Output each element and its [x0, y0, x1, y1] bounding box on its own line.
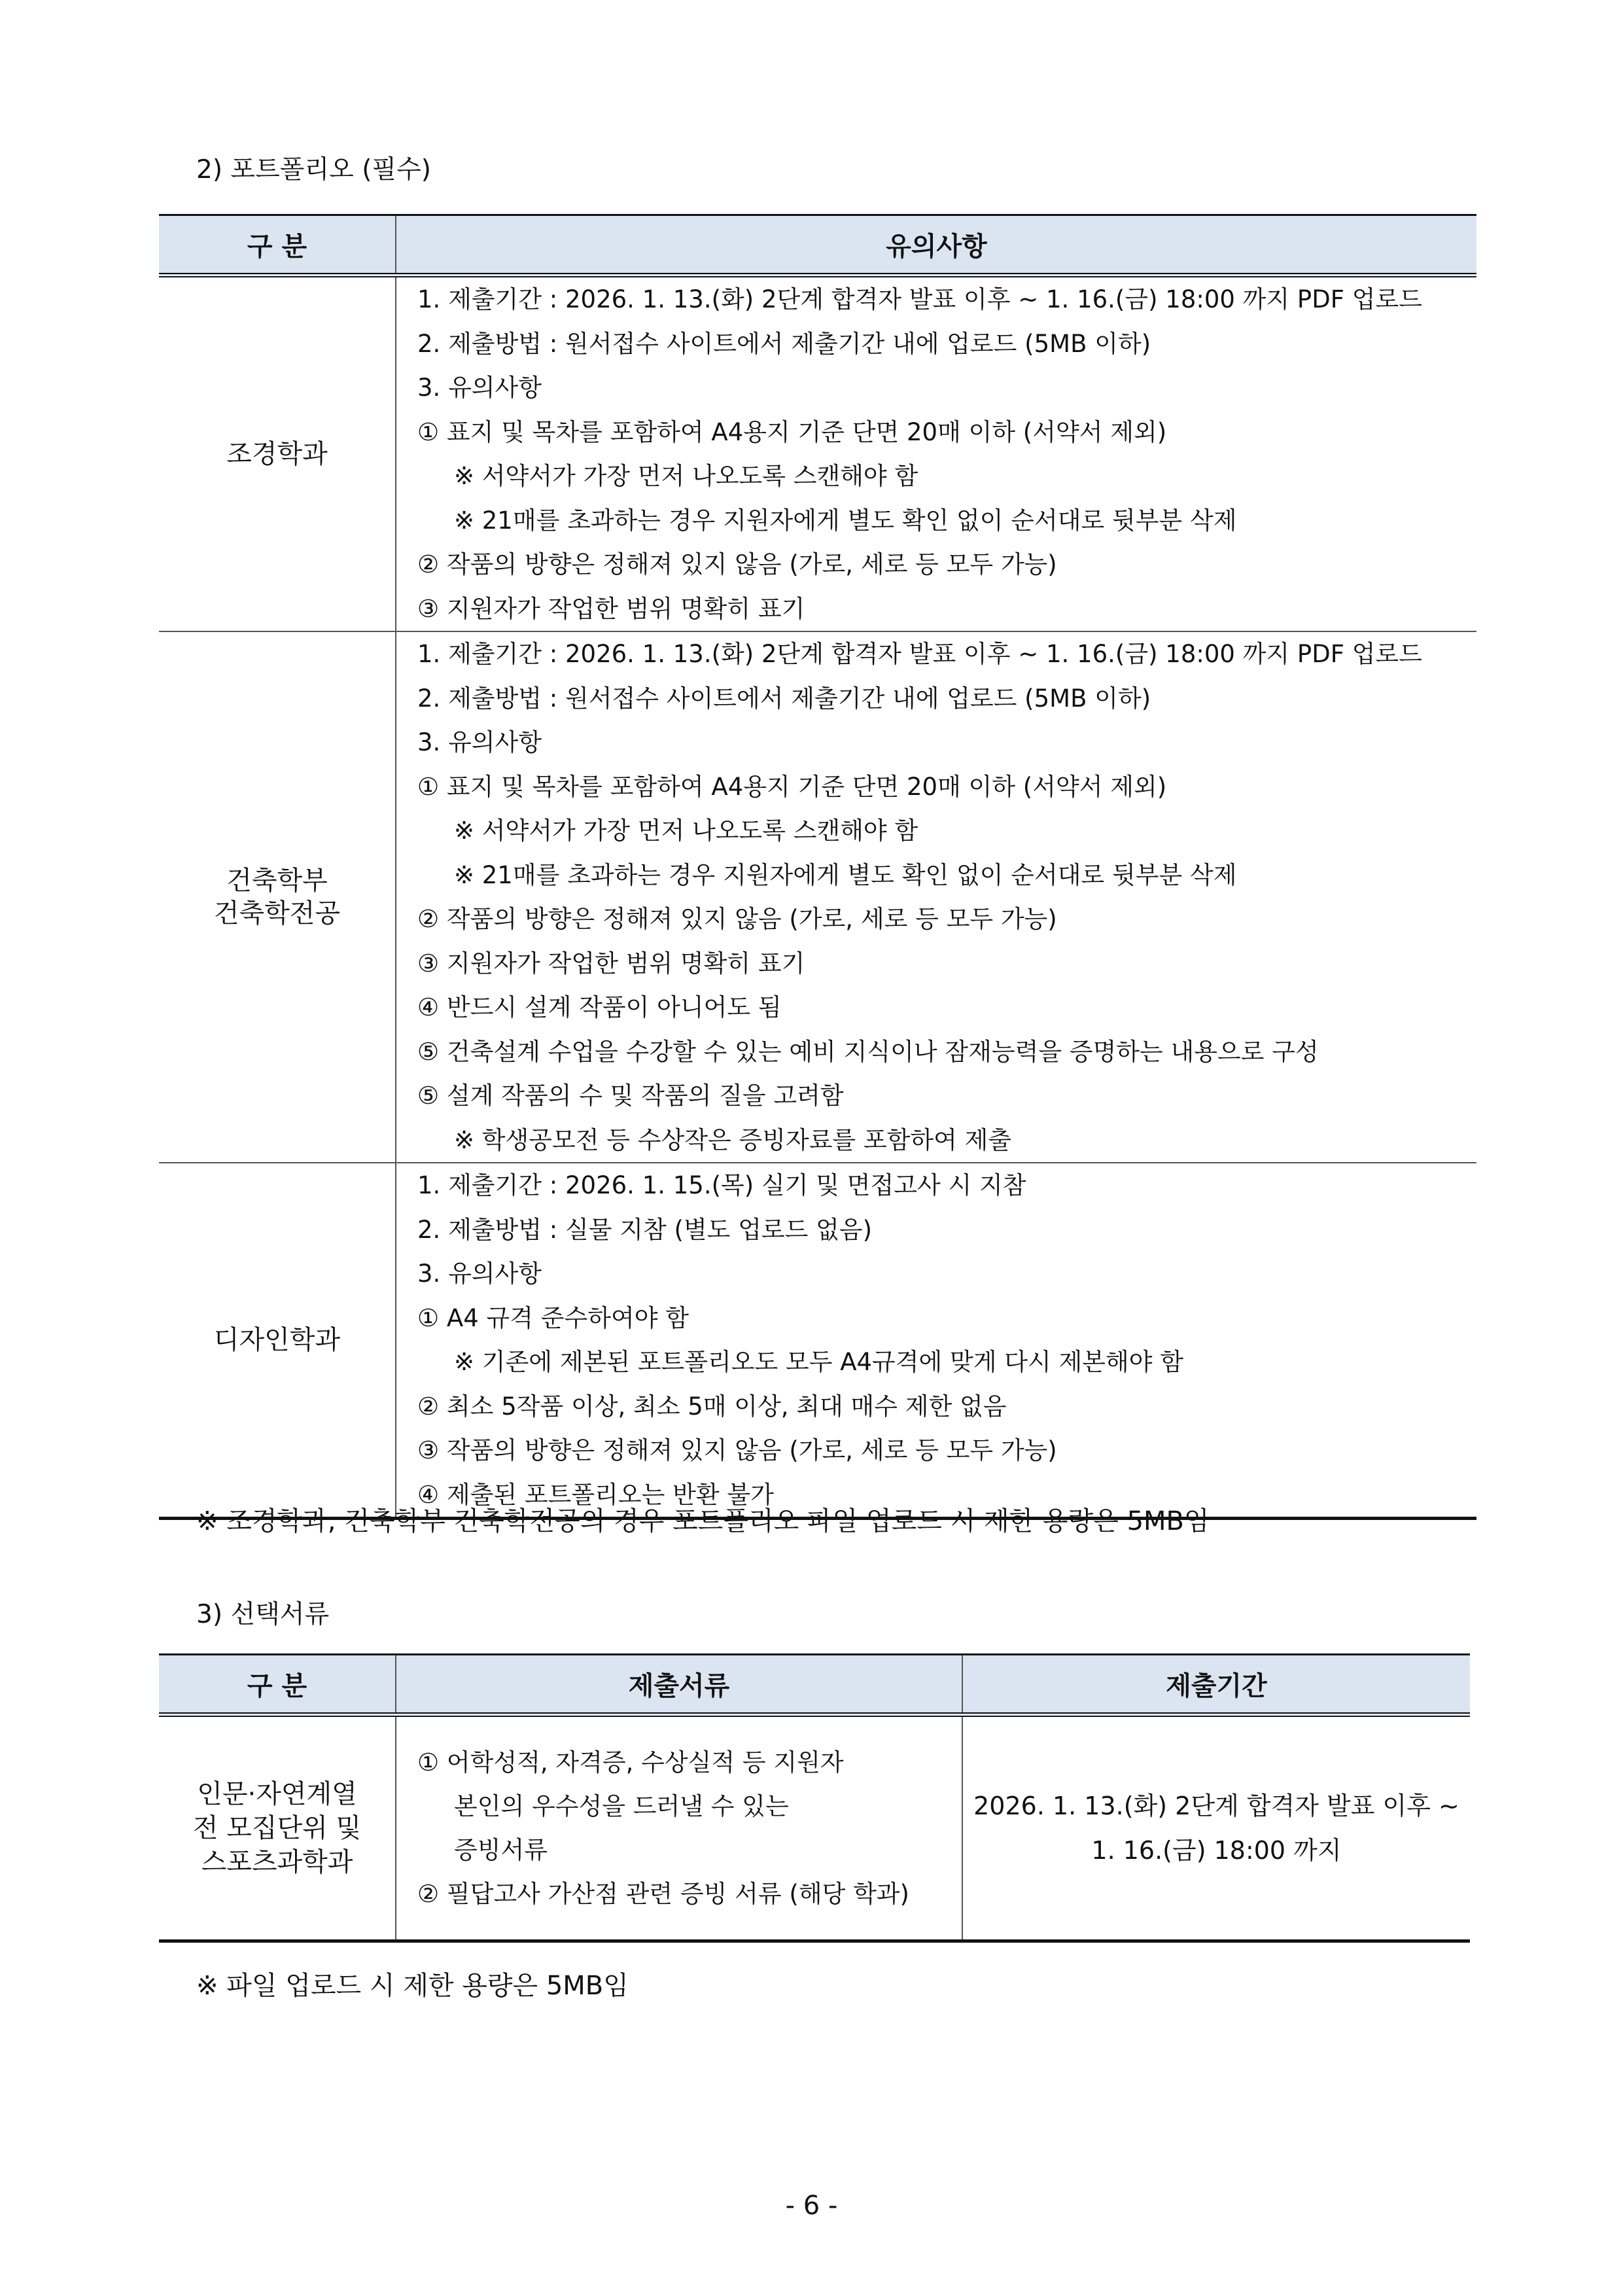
note-item: 3. 유의사항 — [417, 728, 542, 756]
notes-cell — [396, 1163, 1476, 1519]
header-period: 제출기간 — [962, 1655, 1470, 1715]
note-item: ④ 제출된 포트폴리오는 반환 불가 — [417, 1480, 774, 1509]
note-item: ※ 21매를 초과하는 경우 지원자에게 별도 확인 없이 순서대로 뒷부분 삭제 — [454, 506, 1237, 535]
docs-cell — [396, 1715, 962, 1941]
section-heading-optional-docs: 3) 선택서류 — [196, 1600, 330, 1629]
note-item: 2. 제출방법 : 원서접수 사이트에서 제출기간 내에 업로드 (5MB 이하) — [417, 684, 1151, 713]
period-line: 1. 16.(금) 18:00 까지 — [1091, 1836, 1342, 1865]
note-item: ① 표지 및 목차를 포함하여 A4용지 기준 단면 20매 이하 (서약서 제외) — [417, 417, 1167, 446]
note-item: ① 표지 및 목차를 포함하여 A4용지 기준 단면 20매 이하 (서약서 제외) — [417, 772, 1167, 801]
dept-cell — [159, 275, 396, 632]
note-item: ※ 21매를 초과하는 경우 지원자에게 별도 확인 없이 순서대로 뒷부분 삭제 — [454, 860, 1237, 889]
note-item: ② 작품의 방향은 정해져 있지 않음 (가로, 세로 등 모두 가능) — [417, 550, 1057, 578]
dept-name: 디자인학과 — [213, 1325, 341, 1355]
note-item: ⑤ 건축설계 수업을 수강할 수 있는 예비 지식이나 잠재능력을 증명하는 내용으로 구성 — [417, 1037, 1319, 1066]
doc-item: 본인의 우수성을 드러낼 수 있는 — [454, 1792, 789, 1820]
doc-item: ② 필답고사 가산점 관련 증빙 서류 (해당 학과) — [417, 1880, 909, 1908]
dept-name: 건축학부 — [226, 866, 328, 896]
note-item: 2. 제출방법 : 실물 지참 (별도 업로드 없음) — [417, 1215, 873, 1244]
portfolio-table — [159, 214, 1476, 1520]
note-item: ② 작품의 방향은 정해져 있지 않음 (가로, 세로 등 모두 가능) — [417, 905, 1057, 933]
note-item: ※ 서약서가 가장 먼저 나오도록 스캔해야 함 — [454, 817, 918, 845]
dept-name: 스포츠과학과 — [201, 1847, 353, 1877]
notes-cell — [396, 631, 1476, 1163]
dept-name: 조경학과 — [226, 439, 328, 469]
note-item: ② 최소 5작품 이상, 최소 5매 이상, 최대 매수 제한 없음 — [417, 1392, 1007, 1421]
file-size-note: ※ 파일 업로드 시 제한 용량은 5MB임 — [196, 1971, 629, 2001]
table-row — [159, 1163, 1476, 1519]
note-item: ③ 지원자가 작업한 범위 명확히 표기 — [417, 949, 805, 978]
note-item: ④ 반드시 설계 작품이 아니어도 됨 — [417, 993, 782, 1021]
doc-item: ① 어학성적, 자격증, 수상실적 등 지원자 — [417, 1748, 844, 1776]
dept-name: 건축학전공 — [213, 898, 341, 928]
note-item: 1. 제출기간 : 2026. 1. 15.(목) 실기 및 면접고사 시 지참 — [417, 1171, 1026, 1199]
table-row — [159, 275, 1476, 632]
header-category: 구 분 — [159, 1655, 396, 1715]
note-item: 3. 유의사항 — [417, 374, 542, 402]
note-item: 2. 제출방법 : 원서접수 사이트에서 제출기간 내에 업로드 (5MB 이하) — [417, 329, 1151, 358]
notes-cell — [396, 275, 1476, 632]
section-heading-portfolio: 2) 포트폴리오 (필수) — [196, 155, 431, 185]
note-item: ③ 지원자가 작업한 범위 명확히 표기 — [417, 594, 805, 623]
table-row — [159, 1715, 1470, 1941]
period-cell — [962, 1715, 1470, 1941]
optional-docs-table — [159, 1653, 1470, 1943]
header-category: 구 분 — [159, 215, 396, 275]
note-item: 1. 제출기간 : 2026. 1. 13.(화) 2단계 합격자 발표 이후 ~ 1. 16.(금) 18:00 까지 PDF 업로드 — [417, 640, 1422, 668]
note-item: ※ 학생공모전 등 수상작은 증빙자료를 포함하여 제출 — [454, 1125, 1012, 1154]
dept-cell — [159, 631, 396, 1163]
doc-item: 증빙서류 — [454, 1836, 548, 1864]
period-line: 2026. 1. 13.(화) 2단계 합격자 발표 이후 ~ — [973, 1792, 1459, 1820]
header-notes: 유의사항 — [396, 215, 1476, 275]
note-item: 1. 제출기간 : 2026. 1. 13.(화) 2단계 합격자 발표 이후 ~ 1. 16.(금) 18:00 까지 PDF 업로드 — [417, 285, 1422, 313]
dept-cell — [159, 1163, 396, 1519]
table-row — [159, 631, 1476, 1163]
portfolio-note: ※ 조경학과, 건축학부 건축학전공의 경우 포트폴리오 파일 업로드 시 제한 용량은 5MB임 — [196, 1506, 1210, 1536]
note-item: ① A4 규격 준수하여야 함 — [417, 1303, 689, 1332]
dept-cell — [159, 1715, 396, 1941]
note-item: ※ 서약서가 가장 먼저 나오도록 스캔해야 함 — [454, 462, 918, 490]
header-docs: 제출서류 — [396, 1655, 962, 1715]
note-item: ③ 작품의 방향은 정해져 있지 않음 (가로, 세로 등 모두 가능) — [417, 1436, 1057, 1464]
dept-name: 인문·자연계열 — [197, 1779, 357, 1809]
dept-name: 전 모집단위 및 — [192, 1813, 362, 1843]
page-number: - 6 - — [785, 2191, 838, 2221]
note-item: ※ 기존에 제본된 포트폴리오도 모두 A4규격에 맞게 다시 제본해야 함 — [454, 1348, 1183, 1376]
note-item: 3. 유의사항 — [417, 1260, 542, 1288]
note-item: ⑤ 설계 작품의 수 및 작품의 질을 고려함 — [417, 1082, 844, 1110]
